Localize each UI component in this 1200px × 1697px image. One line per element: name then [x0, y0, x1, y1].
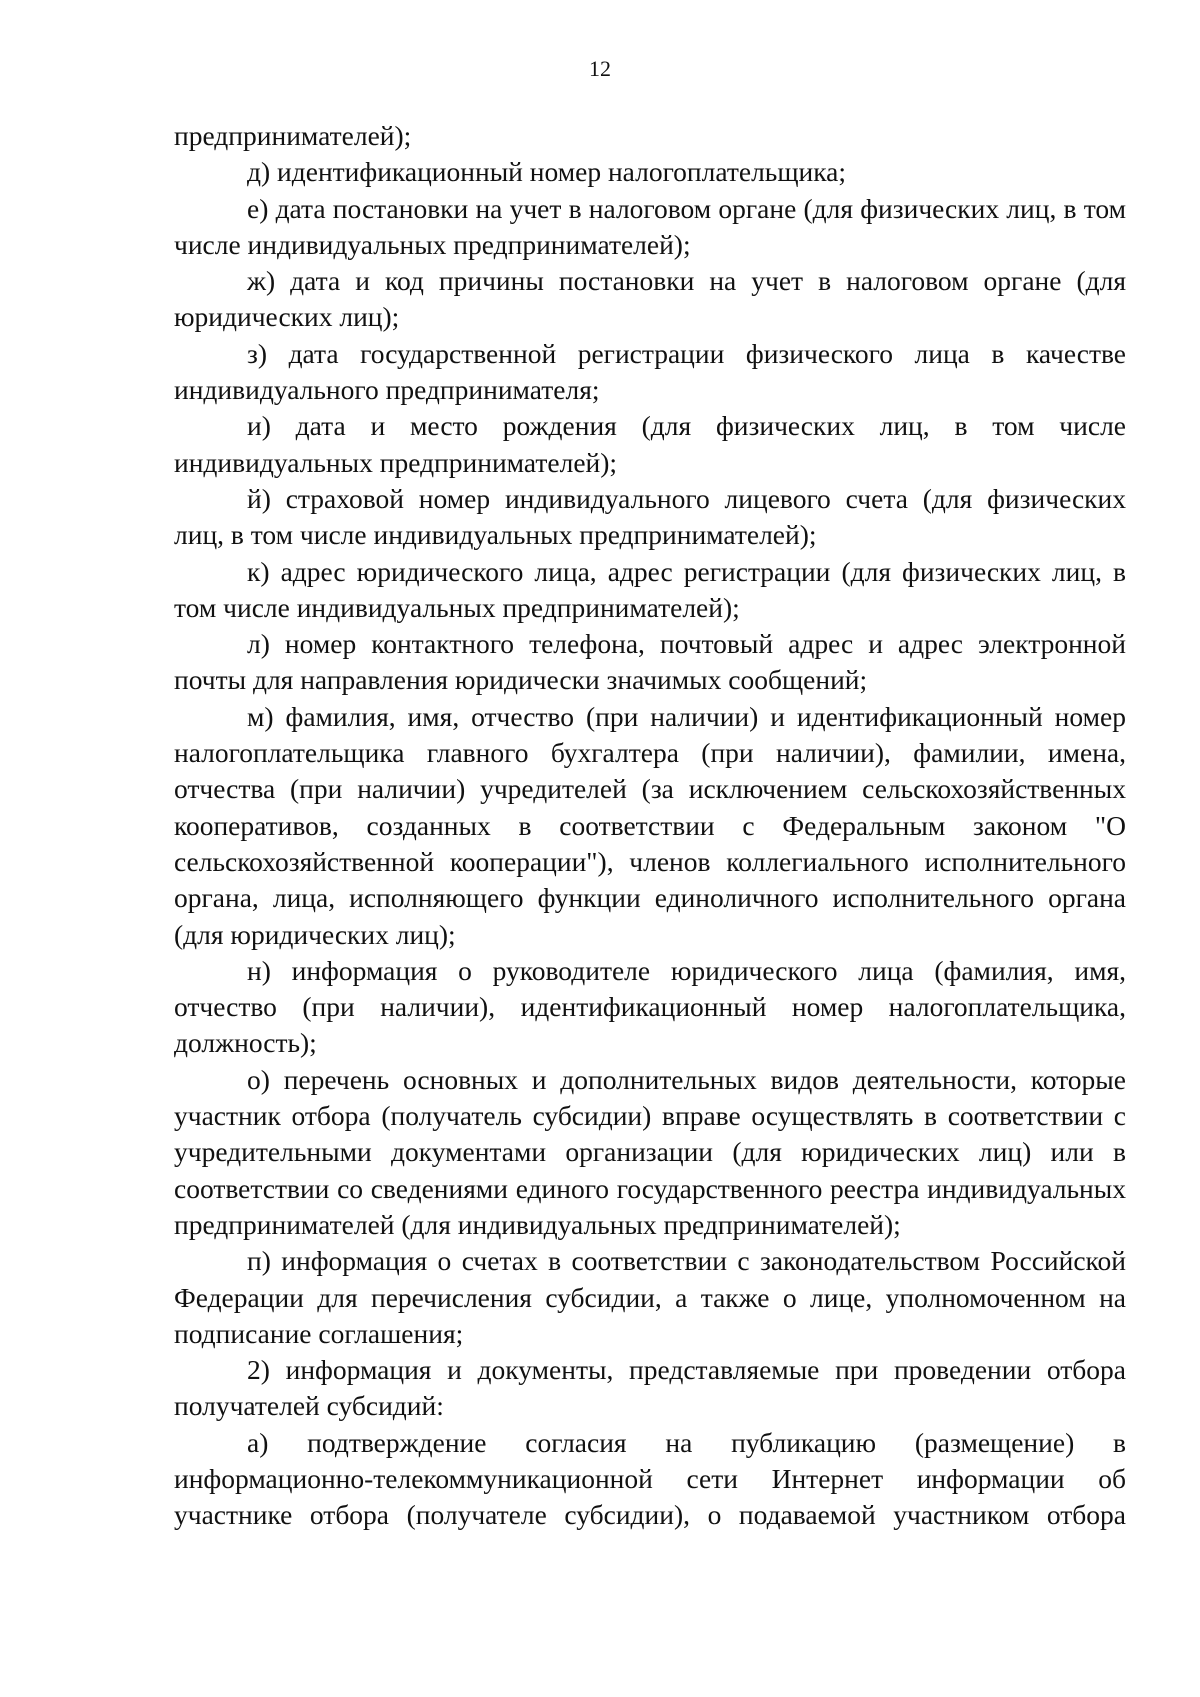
paragraph-item-z: з) дата государственной регистрации физического лица в качестве индивидуального предпринимателя; [174, 337, 1126, 406]
document-body [174, 118, 1126, 1534]
paragraph-item-a: а) подтверждение согласия на публикацию (размещение) в информационно-телекоммуникационной сети Интернет информации об участнике отбора (получателе субсидии), о подаваемой участником отбора [174, 1426, 1126, 1531]
paragraph-item-i: и) дата и место рождения (для физических лиц, в том числе индивидуальных предпринимателей); [174, 410, 1126, 478]
paragraph-item-k: к) адрес юридического лица, адрес регистрации (для физических лиц, в том числе индивидуальных предпринимателей); [174, 555, 1126, 623]
page-number: 12 [589, 56, 611, 81]
paragraph-item-l: л) номер контактного телефона, почтовый адрес и адрес электронной почты для направления юридически значимых сообщений; [174, 628, 1126, 696]
paragraph-item-o: о) перечень основных и дополнительных видов деятельности, которые участник отбора (получатель субсидии) вправе осуществлять в соответствии с учредительными документами организации (для юридических лиц) или в соответствии со сведениями единого государственного реестра индивидуальных предпринимателей (для индивидуальных предпринимателей); [174, 1063, 1126, 1240]
paragraph-item-p: п) информация о счетах в соответствии с законодательством Российской Федерации для перечисления субсидии, а также о лице, уполномоченном на подписание соглашения; [174, 1245, 1126, 1349]
paragraph-item-zh: ж) дата и код причины постановки на учет в налоговом органе (для юридических лиц); [174, 265, 1126, 333]
paragraph-item-y: й) страховой номер индивидуального лицевого счета (для физических лиц, в том числе индивидуальных предпринимателей); [174, 482, 1126, 551]
paragraph-item-m: м) фамилия, имя, отчество (при наличии) и идентификационный номер налогоплательщика главного бухгалтера (при наличии), фамилии, имена, отчества (при наличии) учредителей (за исключением сельскохозяйственных кооперативов, созданных в соответствии с Федеральным законом "О сельскохозяйственной кооперации"), членов коллегиального исполнительного органа, лица, исполняющего функции единоличного исполнительного органа (для юридических лиц); [174, 700, 1126, 950]
paragraph-item-n: н) информация о руководителе юридического лица (фамилия, имя, отчество (при наличии), идентификационный номер налогоплательщика, должность); [174, 954, 1126, 1059]
paragraph-section-2: 2) информация и документы, представляемые при проведении отбора получателей субсидий: [174, 1354, 1126, 1422]
paragraph-item-e: е) дата постановки на учет в налоговом органе (для физических лиц, в том числе индивидуальных предпринимателей); [174, 192, 1126, 260]
paragraph-continuation: предпринимателей); [174, 120, 412, 151]
paragraph-item-d: д) идентификационный номер налогоплательщика; [247, 156, 847, 188]
